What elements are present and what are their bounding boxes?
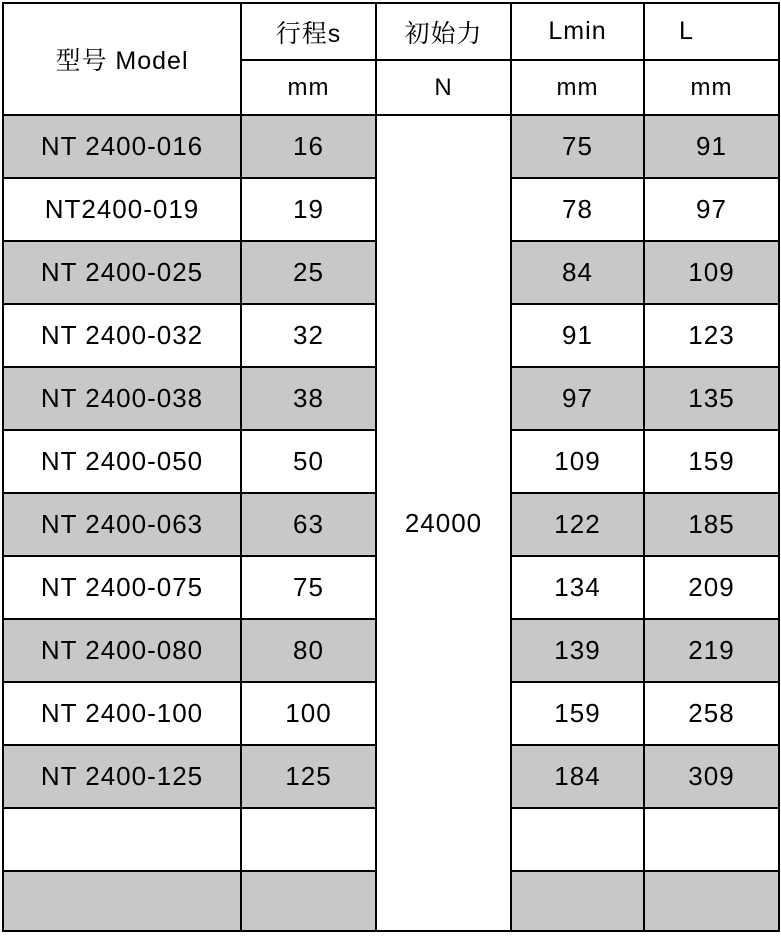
cell-model [3, 808, 241, 871]
cell-model: NT 2400-100 [3, 682, 241, 745]
cell-l [644, 871, 779, 931]
cell-model: NT 2400-075 [3, 556, 241, 619]
cell-stroke: 63 [241, 493, 376, 556]
cell-lmin: 184 [511, 745, 644, 808]
cell-stroke: 16 [241, 115, 376, 178]
unit-initial-force: N [376, 60, 511, 115]
cell-stroke: 38 [241, 367, 376, 430]
unit-stroke: mm [241, 60, 376, 115]
spec-table [2, 2, 780, 932]
cell-stroke: 32 [241, 304, 376, 367]
header-initial-force: 初始力 [376, 3, 511, 60]
cell-stroke [241, 808, 376, 871]
cell-l: 309 [644, 745, 779, 808]
cell-l: 185 [644, 493, 779, 556]
cell-stroke: 19 [241, 178, 376, 241]
cell-stroke: 100 [241, 682, 376, 745]
cell-stroke: 25 [241, 241, 376, 304]
cell-lmin: 139 [511, 619, 644, 682]
cell-l: 209 [644, 556, 779, 619]
cell-stroke: 50 [241, 430, 376, 493]
cell-model [3, 871, 241, 931]
cell-model: NT 2400-080 [3, 619, 241, 682]
cell-l: 109 [644, 241, 779, 304]
cell-l: 97 [644, 178, 779, 241]
cell-stroke: 75 [241, 556, 376, 619]
header-l: L [644, 3, 779, 60]
cell-l: 135 [644, 367, 779, 430]
unit-lmin: mm [511, 60, 644, 115]
header-lmin: Lmin [511, 3, 644, 60]
cell-lmin: 75 [511, 115, 644, 178]
cell-stroke: 125 [241, 745, 376, 808]
cell-model: NT 2400-038 [3, 367, 241, 430]
cell-lmin: 97 [511, 367, 644, 430]
header-model: 型号 Model [3, 3, 241, 115]
cell-model: NT 2400-016 [3, 115, 241, 178]
cell-initial-force: 24000 [376, 115, 511, 931]
cell-lmin: 159 [511, 682, 644, 745]
cell-lmin [511, 871, 644, 931]
cell-l: 219 [644, 619, 779, 682]
cell-lmin [511, 808, 644, 871]
cell-model: NT 2400-032 [3, 304, 241, 367]
cell-model: NT 2400-025 [3, 241, 241, 304]
cell-stroke [241, 871, 376, 931]
cell-model: NT 2400-063 [3, 493, 241, 556]
cell-model: NT 2400-050 [3, 430, 241, 493]
cell-lmin: 78 [511, 178, 644, 241]
table-row [3, 115, 779, 178]
cell-model: NT2400-019 [3, 178, 241, 241]
cell-model: NT 2400-125 [3, 745, 241, 808]
header-row [3, 3, 779, 60]
cell-l: 123 [644, 304, 779, 367]
cell-l: 159 [644, 430, 779, 493]
cell-lmin: 84 [511, 241, 644, 304]
cell-lmin: 91 [511, 304, 644, 367]
cell-l: 258 [644, 682, 779, 745]
cell-lmin: 134 [511, 556, 644, 619]
cell-stroke: 80 [241, 619, 376, 682]
cell-lmin: 109 [511, 430, 644, 493]
header-stroke: 行程s [241, 3, 376, 60]
cell-lmin: 122 [511, 493, 644, 556]
cell-l: 91 [644, 115, 779, 178]
cell-l [644, 808, 779, 871]
unit-l: mm [644, 60, 779, 115]
